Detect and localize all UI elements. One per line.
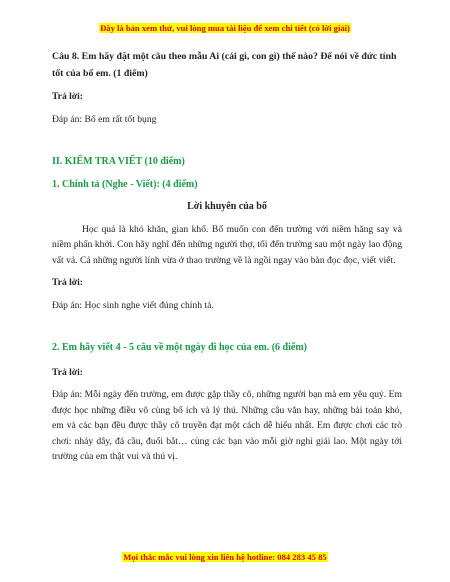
dictation-title: Lời khuyên của bố [187, 201, 267, 212]
dictation-paragraph: Học quả là khó khăn, gian khổ. Bố muốn con đến trường với niềm hăng say và niềm phấn khởi. Con hãy nghĩ đến những người thợ, tối đến trường sau một ngày lao động vất vả. Cả những người lính vừa ở thao trường về là ngồi ngay vào bàn đọc đọc, viết viết. [52, 223, 402, 266]
hotline-banner [0, 547, 450, 565]
question-8-answer-label: Trả lời: [52, 91, 83, 102]
preview-banner [0, 18, 450, 36]
part-2-answer-label: Trả lời: [52, 366, 83, 378]
part-2-answer: Đáp án: Mỗi ngày đến trường, em được gặp thầy cô, những người bạn mà em yêu quý. Em được học những điều vô cùng bổ ích và lý thú. Những câu văn hay, những bài toán khó, em và các bạn đều được thầy cô truyền đạt một cách dễ hiểu nhất. Em được chơi các trò chơi: nhảy dây, đá cầu, đuổi bắt… cùng các bạn vào mỗi giờ nghỉ giải lao. Một ngày tới trường của em thật vui và thú vị. [52, 389, 402, 462]
part-1-answer-label: Trả lời: [52, 277, 83, 288]
hotline-banner-text: Mọi thắc mắc vui lòng xin liên hệ hotline: 084 283 45 85 [123, 552, 327, 562]
preview-banner-text: Đây là bản xem thử, vui lòng mua tài liệu để xem chi tiết (có lời giải) [100, 23, 350, 33]
question-8-text: Câu 8. Em hãy đặt một câu theo mẫu Ai (cái gì, con gì) thế nào? Để nói về đức tính tốt của bố em. (1 điểm) [52, 51, 397, 79]
document-content [52, 49, 402, 465]
question-8-answer: Đáp án: Bố em rất tốt bụng [52, 113, 157, 125]
part-1-heading: 1. Chính tả (Nghe - Viết): (4 điểm) [52, 178, 198, 190]
part-1-answer: Đáp án: Học sinh nghe viết đúng chính tả. [52, 299, 214, 311]
part-2-heading: 2. Em hãy viết 4 - 5 câu về một ngày đi học của em. (6 điểm) [52, 342, 307, 353]
section-heading-writing: II. KIỂM TRA VIẾT (10 điểm) [52, 156, 185, 167]
